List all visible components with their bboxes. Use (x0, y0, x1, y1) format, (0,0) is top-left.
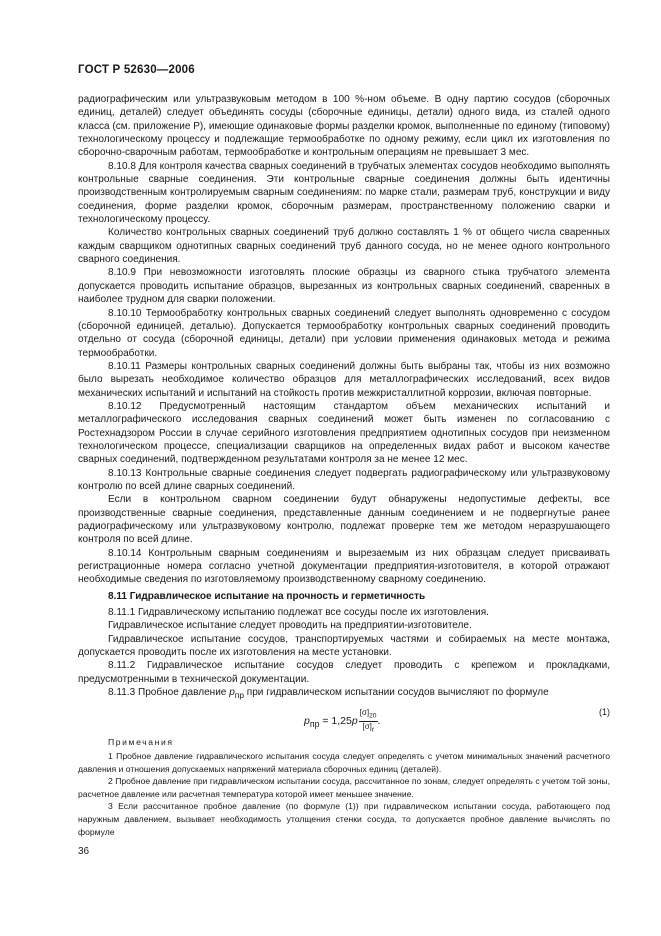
note-item: 1 Пробное давление гидравлического испытания сосуда следует определять с учетом минимальных значений расчетного давления и отношения допускаемых напряжений материала сборочных единиц (деталей). (78, 751, 610, 774)
paragraph-8-10-11: 8.10.11 Размеры контрольных сварных соединений должны быть выбраны так, чтобы из них возможно было вырезать необходимое количество образцов для металлографических исследований, всех видов механических испытаний и испытаний на стойкость против межкристаллитной коррозии, включая повторные. (78, 360, 610, 399)
formula-fraction: $\frac{[\sigma]_{20}}{[\sigma]_t}$ (359, 708, 377, 734)
paragraph-control-count: Количество контрольных сварных соединений труб должно составлять 1 % от общего числа сваренных каждым сварщиком однотипных сварных соединений труб данного сосуда, но не менее одного контрольного сварного соединения. (78, 227, 610, 266)
paragraph-8-10-10: 8.10.10 Термообработку контрольных сварных соединений следует выполнять одновременно с сосудом (сборочной единицей, деталью). Допускается термообработку контрольных сварных соединений проводить отдельно от сосуда (сборочной единицы, детали) при условии применения одинаковых метода и режима термообработки. (78, 307, 610, 359)
formula-number: (1) (599, 707, 610, 718)
paragraph-continuation: радиографическим или ультразвуковым методом в 100 %-ном объеме. В одну партию сосудов (сборочных единиц, деталей) следует объединять сосуды (сборочные единицы, детали) одного вида, из сталей одного класса (см. приложение Р), имеющие одинаковые формы разделки кромок, выполненные по единому (типовому) технологическому процессу и подлежащие термообработке по одному режиму, если цикл их изготовления по сборочно-сварочным работам, термообработке и контрольным операциям не превышает 3 мес. (78, 94, 610, 159)
note-item: 3 Если рассчитанное пробное давление (по формуле (1)) при гидравлическом испытании сосуда, работающего под наружным давлением, вызывает необходимость утолщения стенки сосуда, то допускается пробное давление вычислять по формуле (78, 801, 610, 837)
notes-title: Примечания (108, 737, 174, 748)
paragraph-8-10-13: 8.10.13 Контрольные сварные соединения следует подвергать радиографическому или ультразвуковому контролю по всей длине сварных соединений. (78, 467, 610, 492)
page-number: 36 (78, 846, 90, 857)
document-body (78, 93, 610, 838)
formula-expression: $p_{пр} = 1,25p$ $\frac{[\sigma]_{20}}{[\sigma]_t}$ . (304, 708, 381, 734)
paragraph-manufacturer: Гидравлическое испытание следует проводить на предприятии-изготовителе. (108, 620, 472, 632)
standard-header: ГОСТ Р 52630—2006 (78, 64, 195, 76)
paragraph-8-11-1: 8.11.1 Гидравлическому испытанию подлежат все сосуды после их изготовления. (108, 607, 489, 619)
paragraph-on-site: Гидравлическое испытание сосудов, транспортируемых частями и собираемых на месте монтажа, допускается проводить после их изготовления на месте установки. (78, 633, 610, 659)
paragraph-8-11-3: 8.11.3 Пробное давление $p_{пр}$ при гидравлическом испытании сосудов вычисляют по формуле (108, 687, 549, 701)
formula-1 (78, 704, 610, 734)
paragraph-8-10-12: 8.10.12 Предусмотренный настоящим стандартом объем механических испытаний и металлографического исследования сварных соединений может быть изменен по согласованию с Ростехнадзором России в случае серийного изготовления предприятием однотипных сосудов при неизменном технологическом процессе, специализации сварщиков на определенных видах работ и высоком качестве сварных соединений, подтвержденном результатами контроля за не менее 12 мес. (78, 400, 610, 466)
note-item: 2 Пробное давление при гидравлическом испытании сосуда, рассчитанное по зонам, следует определять с учетом той зоны, расчетное давление или расчетная температура которой имеет меньшее значение. (78, 776, 610, 799)
paragraph-8-11-2: 8.11.2 Гидравлическое испытание сосудов следует проводить с крепежом и прокладками, предусмотренными в технической документации. (78, 660, 610, 685)
paragraph-8-10-8: 8.10.8 Для контроля качества сварных соединений в трубчатых элементах сосудов необходимо выполнять контрольные сварные соединения. Эти контрольные сварные соединения должны быть идентичны производственным контролируемым сварным соединениям: по марке стали, размерам труб, конструкции и виду соединения, форме разделки кромок, сборочным размерам, пространственному положению сварки и технологическому процессу. (78, 160, 610, 226)
paragraph-8-10-14: 8.10.14 Контрольным сварным соединениям и вырезаемым из них образцам следует присваивать регистрационные номера согласно учетной документации предприятия-изготовителя, в которой отражают необходимые сведения по изготовляемому производственному сварному соединению. (78, 547, 610, 586)
paragraph-8-10-9: 8.10.9 При невозможности изготовлять плоские образцы из сварного стыка трубчатого элемента допускается проводить испытание образцов, вырезанных из контрольных сварных соединений, сваренных в наиболее трудном для сварки положении. (78, 267, 610, 306)
paragraph-defects: Если в контрольном сварном соединении будут обнаружены недопустимые дефекты, все производственные сварные соединения, представленные данным соединением и не подвергнутые ранее радиографическому или ультразвуковому контролю, подлежат проверке тем же методом неразрушающего контроля по всей длине. (78, 494, 610, 546)
notes-block (78, 736, 610, 838)
section-heading-8-11: 8.11 Гидравлическое испытание на прочность и герметичность (108, 590, 426, 602)
